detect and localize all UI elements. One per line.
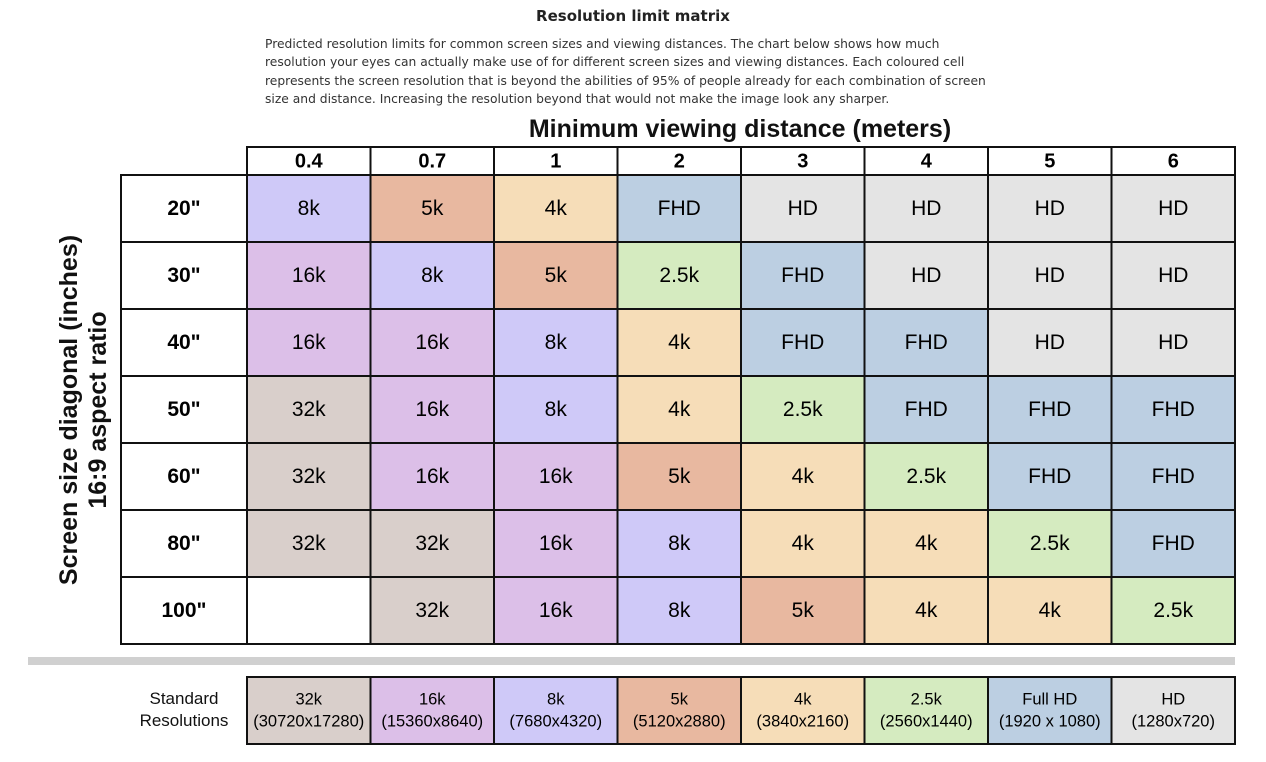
column-header-1: 1 xyxy=(550,150,562,173)
matrix-cell-value: HD xyxy=(1158,264,1189,288)
row-header-label: 50" xyxy=(167,398,201,422)
legend-item-name: 8k xyxy=(547,690,565,709)
matrix-cell-value: 16k xyxy=(538,465,573,489)
legend-item-name: Full HD xyxy=(1022,690,1078,709)
matrix-cell-value: 8k xyxy=(421,264,444,288)
section-divider xyxy=(28,657,1235,665)
legend-label xyxy=(120,688,248,732)
matrix-cell-value: HD xyxy=(911,197,942,221)
matrix-cell-value: FHD xyxy=(1028,465,1072,489)
matrix-cell-value: 8k xyxy=(544,331,567,355)
matrix-cell-value: FHD xyxy=(657,197,701,221)
row-header-label: 30" xyxy=(167,264,201,288)
column-header-0.7: 0.7 xyxy=(418,150,447,173)
matrix-cell-value: 8k xyxy=(297,197,320,221)
row-header-label: 100" xyxy=(161,599,207,623)
matrix-cell-value: FHD xyxy=(1151,398,1195,422)
matrix-cell-value: HD xyxy=(1034,331,1065,355)
matrix-cell-value: 16k xyxy=(291,331,326,355)
row-header-label: 40" xyxy=(167,331,201,355)
legend-item-dimensions: (5120x2880) xyxy=(632,712,726,731)
matrix-cell-value: 8k xyxy=(668,599,691,623)
y-axis-title-line2: 16:9 aspect ratio xyxy=(84,311,112,509)
matrix-cell-value: 5k xyxy=(421,197,444,221)
legend-label-line2: Resolutions xyxy=(139,711,229,730)
matrix-cell-value: 8k xyxy=(544,398,567,422)
matrix-cell-value: 4k xyxy=(791,532,814,556)
matrix-cell-value: 4k xyxy=(791,465,814,489)
matrix-cell-value: FHD xyxy=(781,264,825,288)
chart-description: Predicted resolution limits for common screen sizes and viewing distances. The chart below shows how much resolution your eyes can actually make use of for different screen sizes and viewing distances. Each coloured cell represents the screen resolution that is beyond the abilities of 95% of people already for each combination of screen size and distance. Increasing the resolution beyond that would not make the image look any sharper. xyxy=(265,37,986,107)
legend-item-name: 2.5k xyxy=(910,690,942,709)
legend-item-name: 16k xyxy=(418,690,446,709)
matrix-cell-value: 5k xyxy=(668,465,691,489)
row-header-label: 60" xyxy=(167,465,201,489)
matrix-cell-value: FHD xyxy=(1028,398,1072,422)
matrix-cell-value: FHD xyxy=(1151,465,1195,489)
legend-swatch-2.5k xyxy=(865,677,989,744)
column-header-6: 6 xyxy=(1167,150,1179,173)
legend-item-dimensions: (3840x2160) xyxy=(756,712,850,731)
page-title: Resolution limit matrix xyxy=(536,7,730,25)
legend-swatch-FHD xyxy=(988,677,1112,744)
matrix-cell-value: 32k xyxy=(291,398,326,422)
column-header-4: 4 xyxy=(920,150,932,173)
matrix-cell-value: FHD xyxy=(1151,532,1195,556)
legend-swatch-32k xyxy=(247,677,371,744)
matrix-cell-value: 5k xyxy=(791,599,814,623)
column-header-5: 5 xyxy=(1044,150,1056,173)
matrix-cell-value: 32k xyxy=(415,532,450,556)
row-header-label: 20" xyxy=(167,197,201,221)
x-axis-title: Minimum viewing distance (meters) xyxy=(528,115,952,143)
matrix-cell-value: HD xyxy=(1034,264,1065,288)
legend-item-dimensions: (15360x8640) xyxy=(381,712,484,731)
matrix-cell-value: 32k xyxy=(415,599,450,623)
matrix-cell-value: 5k xyxy=(544,264,567,288)
matrix-cell-value: 2.5k xyxy=(1153,599,1194,623)
matrix-cell-value: 16k xyxy=(291,264,326,288)
matrix-cell-value: 4k xyxy=(668,331,691,355)
matrix-cell-value: 8k xyxy=(668,532,691,556)
matrix-cell-value: 4k xyxy=(915,532,938,556)
matrix-cell-value: 32k xyxy=(291,532,326,556)
matrix-cell-value: 2.5k xyxy=(906,465,947,489)
legend-item-dimensions: (1920 x 1080) xyxy=(998,712,1101,731)
matrix-cell-value: HD xyxy=(911,264,942,288)
matrix-cell-value: HD xyxy=(787,197,818,221)
legend-item-name: 4k xyxy=(794,690,812,709)
matrix-cell xyxy=(247,577,371,644)
legend-swatch-5k xyxy=(618,677,742,744)
matrix-cell-value: 16k xyxy=(538,532,573,556)
matrix-cell-value: 4k xyxy=(915,599,938,623)
matrix-cell-value: 16k xyxy=(415,398,450,422)
matrix-cell-value: 16k xyxy=(415,331,450,355)
matrix-cell-value: FHD xyxy=(904,331,948,355)
matrix-cell-value: HD xyxy=(1034,197,1065,221)
row-header-label: 80" xyxy=(167,532,201,556)
matrix-cell-value: 32k xyxy=(291,465,326,489)
legend-item-dimensions: (1280x720) xyxy=(1131,712,1215,731)
matrix-cell-value: 4k xyxy=(668,398,691,422)
matrix-cell-value: 16k xyxy=(538,599,573,623)
legend-item-name: 32k xyxy=(295,690,323,709)
matrix-cell-value: HD xyxy=(1158,197,1189,221)
matrix-cell-value: 4k xyxy=(544,197,567,221)
column-header-0.4: 0.4 xyxy=(294,150,323,173)
legend-swatch-4k xyxy=(741,677,865,744)
legend-item-dimensions: (7680x4320) xyxy=(509,712,603,731)
legend-item-name: 5k xyxy=(670,690,688,709)
legend-label-line1: Standard xyxy=(149,689,219,708)
matrix-cell-value: FHD xyxy=(781,331,825,355)
matrix-cell-value: 2.5k xyxy=(1029,532,1070,556)
y-axis-title-line1: Screen size diagonal (inches) xyxy=(55,234,83,586)
matrix-cell-value: HD xyxy=(1158,331,1189,355)
legend-swatch-16k xyxy=(371,677,495,744)
legend-item-dimensions: (30720x17280) xyxy=(253,712,365,731)
column-header-3: 3 xyxy=(797,150,809,173)
legend-swatch-8k xyxy=(494,677,618,744)
matrix-cell-value: 2.5k xyxy=(782,398,823,422)
matrix-cell-value: 16k xyxy=(415,465,450,489)
matrix-cell-value: 2.5k xyxy=(659,264,700,288)
legend-item-dimensions: (2560x1440) xyxy=(879,712,973,731)
matrix-cell-value: 4k xyxy=(1038,599,1061,623)
matrix-cell-value: FHD xyxy=(904,398,948,422)
legend-item-name: HD xyxy=(1161,690,1186,709)
legend-swatch-HD xyxy=(1112,677,1236,744)
column-header-2: 2 xyxy=(673,150,685,173)
